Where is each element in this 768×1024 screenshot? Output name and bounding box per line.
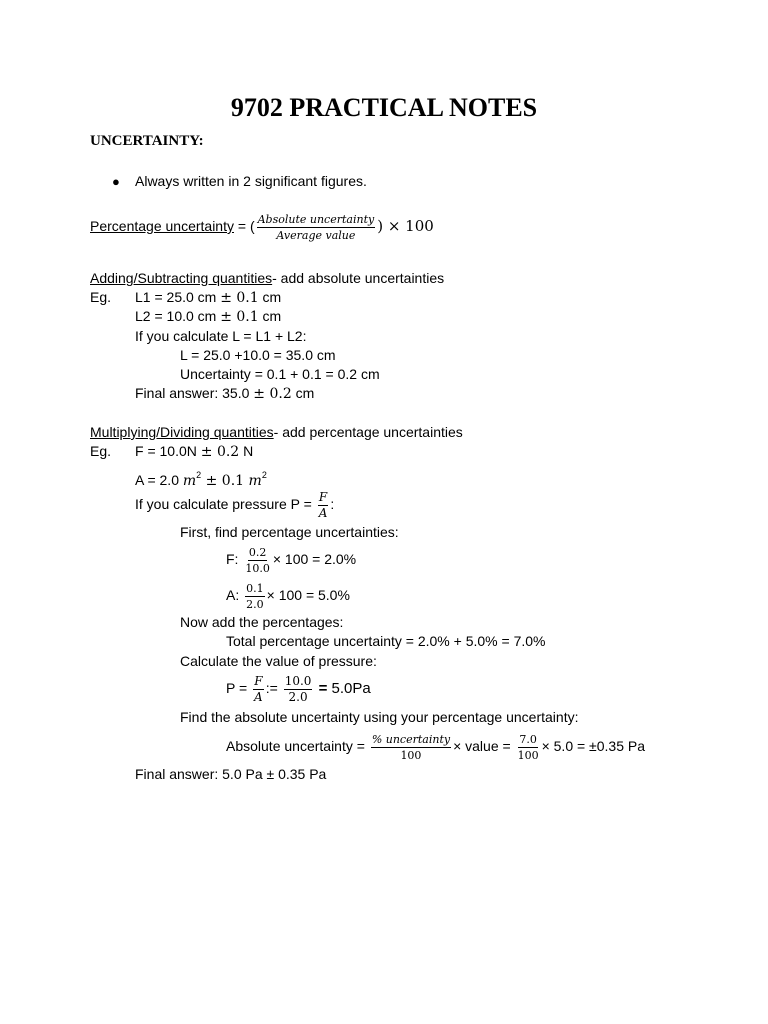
l1-line bbox=[135, 288, 281, 307]
fraction-denominator: 100 bbox=[400, 748, 422, 762]
pressure-mid: := bbox=[265, 680, 282, 696]
area-unit-symbol: m bbox=[182, 473, 197, 489]
pressure-line bbox=[135, 487, 334, 521]
force-pct-fraction bbox=[244, 546, 271, 575]
fraction-denominator: A bbox=[254, 689, 263, 704]
pressure-fraction bbox=[318, 491, 329, 520]
area-pct-label: A: bbox=[226, 587, 244, 603]
pressure-value-fraction bbox=[253, 675, 264, 704]
adding-heading-text: Adding/Subtracting quantities bbox=[90, 270, 273, 286]
bullet-icon: ● bbox=[112, 174, 120, 189]
fraction-numerator: F bbox=[318, 489, 328, 504]
adding-heading-tail: - add absolute uncertainties bbox=[272, 270, 445, 286]
fraction-numerator: 0.1 bbox=[246, 581, 264, 595]
multiplying-heading bbox=[90, 423, 463, 441]
pressure-equals: = bbox=[314, 680, 332, 697]
multiplying-eg-label: Eg. bbox=[90, 443, 112, 459]
now-add-line: Now add the percentages: bbox=[180, 614, 344, 630]
adding-eg-label: Eg. bbox=[90, 289, 112, 305]
list-item bbox=[112, 172, 367, 191]
final-uncertainty: ± 0.2 bbox=[253, 386, 292, 402]
l1-text: L1 = 25.0 cm bbox=[135, 289, 221, 305]
adding-heading bbox=[90, 269, 444, 287]
force-pct-result: × 100 = 2.0% bbox=[272, 551, 357, 567]
force-unit: N bbox=[239, 443, 254, 459]
formula-tail: ) × 100 bbox=[377, 217, 434, 235]
area-uncertainty-exponent: 2 bbox=[261, 470, 267, 480]
l2-line bbox=[135, 307, 281, 326]
abs-result: × 5.0 = ±0.35 Pa bbox=[541, 738, 646, 754]
area-pct-result: × 100 = 5.0% bbox=[266, 587, 350, 603]
area-text: A = 2.0 bbox=[135, 472, 183, 488]
uncertainty-line: Uncertainty = 0.1 + 0.1 = 0.2 cm bbox=[180, 366, 380, 382]
calc-line: If you calculate L = L1 + L2: bbox=[135, 328, 307, 344]
bullet-text: Always written in 2 significant figures. bbox=[135, 173, 367, 189]
adding-final-answer bbox=[135, 384, 314, 403]
area-uncertainty-unit: m bbox=[248, 473, 262, 489]
pressure-label: P = bbox=[226, 680, 252, 696]
fraction-numerator: 0.2 bbox=[248, 545, 267, 559]
fraction-denominator: 100 bbox=[517, 748, 539, 762]
force-percentage-line bbox=[226, 543, 356, 575]
area-exponent: 2 bbox=[196, 470, 202, 480]
fraction-numerator: 10.0 bbox=[284, 673, 312, 688]
percentage-formula bbox=[90, 211, 434, 242]
fraction-denominator: 2.0 bbox=[288, 689, 308, 704]
sum-line: L = 25.0 +10.0 = 35.0 cm bbox=[180, 347, 336, 363]
fraction-denominator: 2.0 bbox=[246, 597, 264, 611]
formula-label: Percentage uncertainty bbox=[90, 218, 234, 234]
abs-mid: × value = bbox=[453, 738, 515, 754]
pressure-value-line bbox=[226, 670, 371, 707]
l2-unit: cm bbox=[258, 308, 282, 324]
final-unit: cm bbox=[291, 385, 315, 401]
multiplying-heading-tail: - add percentage uncertainties bbox=[273, 424, 463, 440]
find-absolute-line: Find the absolute uncertainty using your percentage uncertainty: bbox=[180, 709, 579, 725]
calculate-value-line: Calculate the value of pressure: bbox=[180, 653, 377, 669]
pressure-number-fraction bbox=[284, 675, 313, 704]
final-text: Final answer: 35.0 bbox=[135, 385, 254, 401]
total-percentage-line: Total percentage uncertainty = 2.0% + 5.0% = 7.0% bbox=[226, 633, 546, 649]
abs-value-fraction bbox=[517, 733, 540, 762]
force-text: F = 10.0N bbox=[135, 443, 201, 459]
l2-uncertainty: ± 0.1 bbox=[220, 309, 259, 325]
section-heading: UNCERTAINTY: bbox=[90, 133, 204, 149]
abs-label: Absolute uncertainty = bbox=[226, 738, 369, 754]
l1-unit: cm bbox=[258, 289, 282, 305]
multiplying-final-answer: Final answer: 5.0 Pa ± 0.35 Pa bbox=[135, 766, 327, 782]
l2-text: L2 = 10.0 cm bbox=[135, 308, 221, 324]
force-uncertainty: ± 0.2 bbox=[200, 444, 240, 460]
formula-fraction bbox=[257, 213, 376, 242]
force-line bbox=[135, 442, 253, 461]
area-uncertainty: ± 0.1 bbox=[201, 473, 249, 489]
absolute-uncertainty-line bbox=[226, 729, 645, 763]
page-title: 9702 PRACTICAL NOTES bbox=[230, 93, 538, 122]
fraction-numerator: F bbox=[254, 673, 263, 688]
l1-uncertainty: ± 0.1 bbox=[220, 290, 259, 306]
first-find-line: First, find percentage uncertainties: bbox=[180, 524, 399, 540]
formula-eq: = ( bbox=[233, 218, 255, 234]
fraction-denominator: 10.0 bbox=[245, 561, 270, 575]
fraction-denominator: A bbox=[318, 505, 328, 520]
area-percentage-line bbox=[226, 579, 350, 611]
fraction-numerator: Absolute uncertainty bbox=[257, 212, 375, 226]
multiplying-heading-text: Multiplying/Dividing quantities bbox=[90, 424, 274, 440]
fraction-denominator: Average value bbox=[276, 228, 356, 242]
pressure-result: 5.0Pa bbox=[331, 680, 371, 697]
fraction-numerator: % uncertainty bbox=[371, 732, 451, 746]
area-pct-fraction bbox=[245, 582, 265, 611]
force-pct-label: F: bbox=[226, 551, 243, 567]
pressure-tail: : bbox=[330, 496, 335, 512]
fraction-numerator: 7.0 bbox=[519, 732, 537, 746]
pressure-text: If you calculate pressure P = bbox=[135, 496, 316, 512]
abs-fraction bbox=[371, 733, 451, 762]
